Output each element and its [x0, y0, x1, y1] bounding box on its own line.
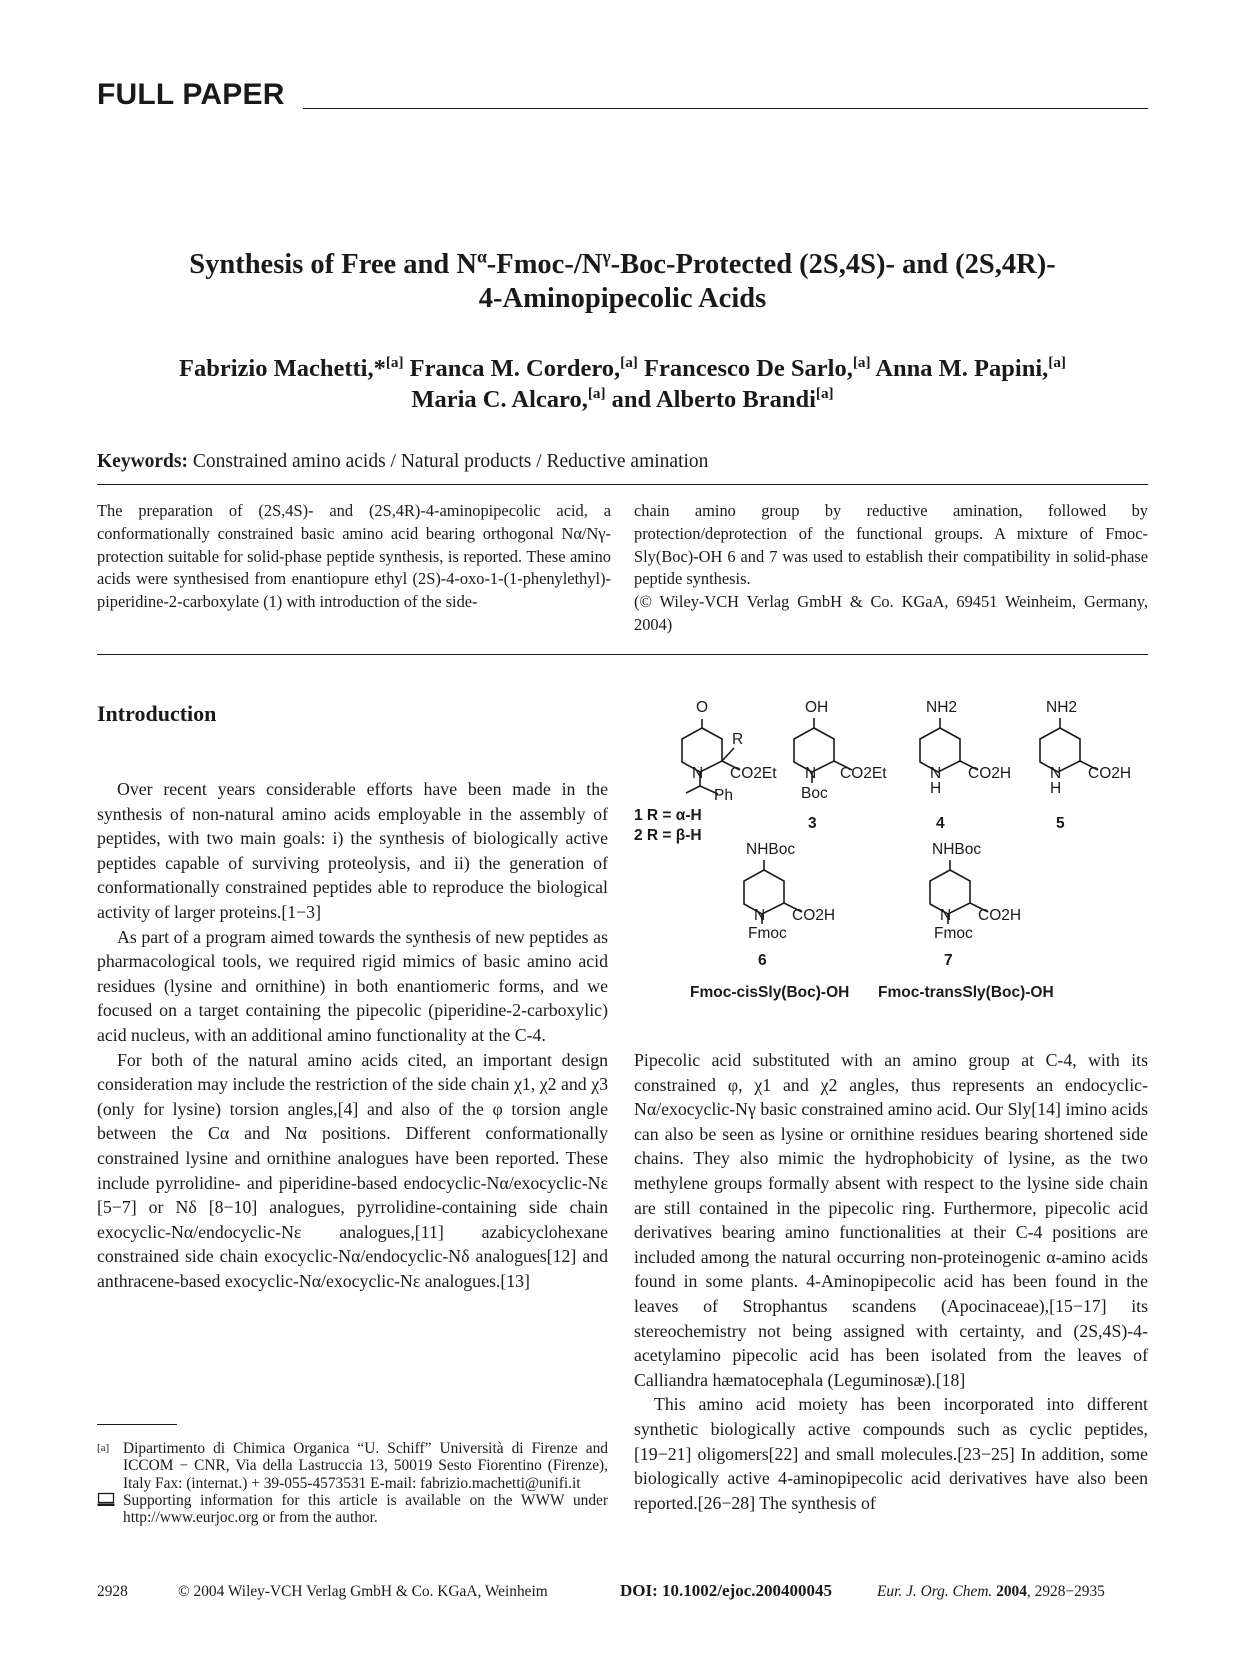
footnote-rule [97, 1424, 177, 1425]
abstract-copyright: (© Wiley-VCH Verlag GmbH & Co. KGaA, 69451 Weinheim, Germany, 2004) [634, 592, 1148, 634]
footer-copyright: © 2004 Wiley-VCH Verlag GmbH & Co. KGaA, Weinheim [178, 1583, 548, 1600]
doi: DOI: 10.1002/ejoc.200400045 [620, 1581, 833, 1600]
compound4-ring [920, 718, 960, 772]
author: Maria C. Alcaro,[a] [411, 384, 606, 413]
author: Francesco De Sarlo,[a] [643, 353, 871, 382]
affiliation-footnote [97, 1440, 608, 1492]
compound7-nhboc: NHBoc [932, 841, 982, 858]
introduction-heading: Introduction [97, 701, 217, 726]
intro-paragraph: This amino acid moiety has been incorporated into different synthetic biologically active compounds such as cyclic peptides,[19−21] oligomers[22] and small molecules.[23−25] In addition, some biologically active 4-aminopipecolic acid derivatives have also been reported.[26−28] The synthesis of [634, 1394, 1148, 1513]
compound3-boc: Boc [801, 785, 828, 802]
abstract-left-column [97, 500, 611, 614]
compound4-nh2: NH2 [926, 699, 958, 716]
compound5-ring [1040, 718, 1080, 772]
compound7-ring [930, 860, 970, 914]
header-rule [303, 108, 1148, 109]
affiliation-mark: [a] [97, 1442, 110, 1454]
page-number: 2928 [97, 1583, 128, 1600]
intro-paragraph: As part of a program aimed towards the synthesis of new peptides as pharmacological tools, we required rigid mimics of basic amino acid residues (lysine and ornithine) in both enantiomeric forms, and we focused on a target containing the pipecolic (piperidine-2-carboxylic) acid nucleus, with an additional amino functionality at the C-4. [97, 926, 608, 1045]
affiliation-text: Dipartimento di Chimica Organica “U. Schiff” Università di Firenze and ICCOM − CNR, Via della Lastruccia 13, 50019 Sesto Fiorentino (Firenze), Italy Fax: (internat.) + 39-055-4573531 E-mail: fabrizio.machetti@unifi.it [123, 1440, 608, 1492]
compound5-acid: CO2H [1088, 765, 1132, 782]
compound4-acid: CO2H [968, 765, 1012, 782]
compound6-ring [744, 860, 784, 914]
compound4-n: N [930, 765, 942, 782]
compound1-ph: Ph [714, 787, 733, 804]
compound1-oxo: O [696, 699, 709, 716]
section-header-label: FULL PAPER [97, 78, 285, 111]
journal-citation [877, 1583, 1105, 1601]
compound7-name: Fmoc-transSly(Boc)-OH [878, 984, 1054, 1001]
author: Fabrizio Machetti,*[a] [179, 353, 404, 382]
compound7-label: 7 [944, 952, 953, 969]
title-sup-gamma: γ [602, 246, 611, 267]
footnotes [97, 1440, 608, 1526]
compound3-oh: OH [805, 699, 829, 716]
intro-paragraph: For both of the natural amino acids cited, an important design consideration may include the restriction of the side chain χ1, χ2 and χ3 (only for lysine) torsion angles,[4] and also of the φ torsion angle between the Cα and Nα positions. Different conformationally constrained lysine and ornithine analogues have been reported. These include pyrrolidine- and piperidine-based endocyclic-Nα/exocyclic-Nε [5−7] or Nδ [8−10] analogues, pyrrolidine-containing side chain exocyclic-Nα/endocyclic-Nε analogues,[11] azabicyclohexane constrained side chain exocyclic-Nα/endocyclic-Nδ analogues[12] and anthracene-based exocyclic-Nα/exocyclic-Nε analogues.[13] [97, 1049, 608, 1291]
author-list [97, 353, 1148, 415]
computer-icon [97, 1492, 123, 1527]
keywords-label: Keywords: [97, 451, 188, 472]
compound5-n: N [1050, 765, 1062, 782]
supporting-info-text: Supporting information for this article is available on the WWW under http://www.eurjoc.org or from the author. [123, 1491, 608, 1527]
title-line-2: 4-Aminopipecolic Acids [478, 283, 767, 314]
compound7-n: N [940, 907, 952, 924]
compound3-ring [794, 718, 834, 772]
abstract-text-left: The preparation of (2S,4S)- and (2S,4R)-4-aminopipecolic acid, a conformationally constrained basic amino acid bearing orthogonal Nα/Nγ-protection suitable for solid-phase peptide synthesis, is reported. These amino acids were synthesised from enantiopure ethyl (2S)-4-oxo-1-(1-phenylethyl)-piperidine-2-carboxylate (1) with introduction of the side- [97, 501, 611, 612]
compound6-nhboc: NHBoc [746, 841, 796, 858]
title-text-1: Synthesis of Free and N [189, 249, 477, 280]
compound6-acid: CO2H [792, 907, 836, 924]
compound3-n: N [805, 765, 817, 782]
compound5-nh2: NH2 [1046, 699, 1078, 716]
compound6-fmoc: Fmoc [748, 925, 787, 942]
intro-right-column [634, 1048, 1148, 1515]
article-title [97, 248, 1148, 316]
compound4-h: H [930, 780, 942, 797]
compound1-r: R [732, 731, 744, 748]
supporting-info-footnote [97, 1492, 608, 1527]
compound5-label: 5 [1056, 815, 1065, 832]
abstract-right-column [634, 500, 1148, 637]
author: and Alberto Brandi[a] [611, 384, 834, 413]
title-text-3: -Boc-Protected (2S,4S)- and (2S,4R)- [610, 249, 1056, 280]
intro-paragraph: Over recent years considerable efforts have been made in the synthesis of non-natural amino acids employable in the assembly of peptides, with two main goals: i) the synthesis of biologically active peptides capable of surviving proteolysis, and ii) the generation of conformationally constrained peptides able to reproduce the biological activity of larger proteins.[1−3] [97, 779, 608, 922]
compound6-name: Fmoc-cisSly(Boc)-OH [690, 984, 850, 1001]
abstract-text-right: chain amino group by reductive amination, followed by protection/deprotection of the functional groups. A mixture of Fmoc-Sly(Boc)-OH 6 and 7 was used to establish their compatibility in solid-phase peptide synthesis. [634, 501, 1148, 589]
chemical-structures-scheme [634, 690, 1148, 1020]
compound3-ester: CO2Et [840, 765, 887, 782]
keywords-line [97, 451, 708, 473]
compound7-acid: CO2H [978, 907, 1022, 924]
journal-year: 2004 [996, 1583, 1027, 1600]
intro-paragraph: Pipecolic acid substituted with an amino group at C-4, with its constrained φ, χ1 and χ2 angles, thus represents an endocyclic-Nα/exocyclic-Nγ basic constrained amino acid. Our Sly[14] imino acids can also be seen as lysine or ornithine residues bearing shortened side chains. They also mimic the hydrophobicity of lysine, as the two methylene groups formally absent with respect to the lysine side chain are still contained in the pipecolic ring. Furthermore, pipecolic acid derivatives bearing amino functionalities at their C-4 positions are included among the natural occurring non-proteinogenic α-amino acids found in some plants. 4-Aminopipecolic acid has been found in the leaves of Strophantus scandens (Apocinaceae),[15−17] its stereochemistry not being assigned with certainty, and (2S,4S)-4-acetylamino pipecolic acid has been isolated from the leaves of Calliandra hæmatocephala (Leguminosæ).[18] [634, 1050, 1148, 1390]
title-sup-alpha: α [476, 246, 487, 267]
compound2-label: 2 R = β-H [634, 827, 702, 844]
journal-pages: , 2928−2935 [1026, 1583, 1105, 1600]
compound4-label: 4 [936, 815, 945, 832]
author: Franca M. Cordero,[a] [409, 353, 638, 382]
author: Anna M. Papini,[a] [875, 353, 1066, 382]
compound6-label: 6 [758, 952, 767, 969]
compound5-h: H [1050, 780, 1062, 797]
compound1-ester: CO2Et [730, 765, 777, 782]
intro-left-column [97, 777, 608, 1293]
compound1-n: N [692, 765, 704, 782]
abstract-bottom-rule [97, 654, 1148, 655]
compound3-label: 3 [808, 815, 817, 832]
compound1-label: 1 R = α-H [634, 807, 702, 824]
compound6-n: N [754, 907, 766, 924]
compound7-fmoc: Fmoc [934, 925, 973, 942]
title-text-2: -Fmoc-/N [486, 249, 603, 280]
abstract-top-rule [97, 484, 1148, 485]
journal-name: Eur. J. Org. Chem. [877, 1583, 993, 1600]
keywords-text: Constrained amino acids / Natural products / Reductive amination [188, 451, 709, 472]
